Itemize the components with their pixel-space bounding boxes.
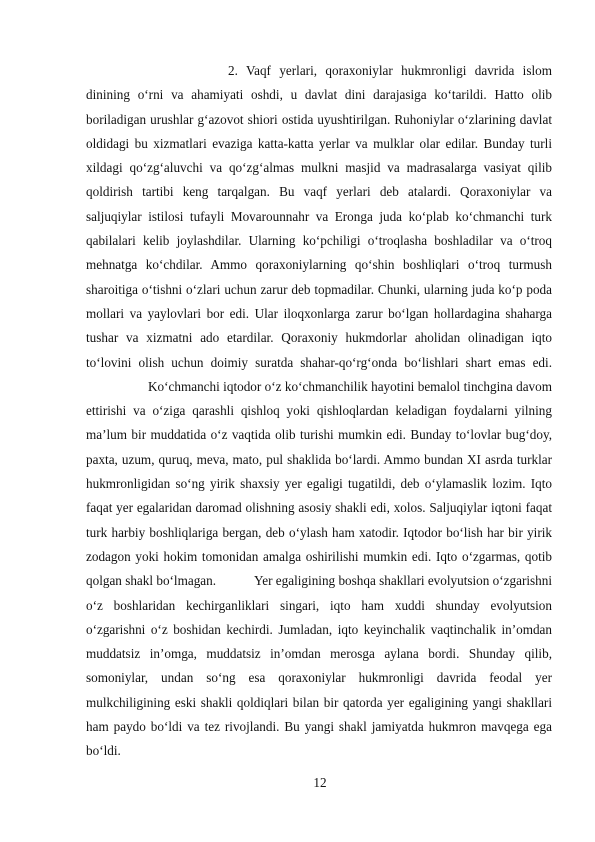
body-text (86, 59, 552, 764)
page-number: 12 (313, 775, 327, 790)
paragraph-text: Yer egaligining boshqa shakllari evolyutsion o‘zgarishni o‘z boshlaridan kechirganliklari singari, iqto ham xuddi shunday evolyutsion o‘zgarishni o‘z boshidan kechirdi. Jumladan, iqto keyinchalik vaqtinchalik in’omdan muddatsiz in’omga, muddatsiz in’omdan merosga aylana bordi. Shunday qilib, somoniylar, undan so‘ng esa qoraxoniylar hukmronligi davrida feodal yer mulkchiligining eski shakli qoldiqlari bilan bir qatorda yer egaligining yangi shakllari ham paydo bo‘ldi va tez rivojlandi. Bu yangi shakl jamiyatda hukmron mavqega ega bo‘ldi. (86, 573, 552, 759)
paragraph-text: Ko‘chmanchi iqtodor o‘z ko‘chmanchilik hayotini bemalol tinchgina davom ettirishi va o‘ziga qarashli qishloq yoki qishloqlardan keladigan foydalarni yilning ma’lum bir muddatida o‘z vaqtida olib turishi mumkin edi. Bunday to‘lovlar bug‘doy, paxta, uzum, quruq, meva, mato, pul shaklida bo‘lardi. Ammo bundan XI asrda turklar hukmronligidan so‘ng yirik shaxsiy yer egaligi tugatildi, deb o‘ylamaslik lozim. Iqto faqat yer egalaridan daromad olishning asosiy shakli edi, xolos. Saljuqiylar iqtoni faqat turk harbiy boshliqlariga bergan, deb o‘ylash ham xatodir. Iqtodor bo‘lish har bir yirik zodagon yoki hokim tomonidan amalga oshirilishi mumkin edi. Iqto o‘zgarmas, qotib qolgan shakl bo‘lmagan. (86, 378, 552, 589)
paragraph-text: 2. Vaqf yerlari, qoraxoniylar hukmronligi davrida islom dinining o‘rni va ahamiyati oshdi, u davlat dini darajasiga ko‘tarildi. Hatto olib boriladigan urushlar g‘azovot shiori ostida uyushtirilgan. Ruhoniylar o‘zlarining davlat oldidagi bu xizmatlari evaziga katta-katta yerlar va mulklar olar edilar. Bunday turli xildagi qo‘zg‘aluvchi va qo‘zg‘almas mulkni masjid va madrasalarga vasiyat qilib qoldirish tartibi keng tarqalgan. Bu vaqf yerlari deb atalardi. Qoraxoniylar va saljuqiylar istilosi tufayli Movarounnahr va Eronga juda ko‘plab ko‘chmanchi turk qabilalari kelib joylashdilar. Ularning ko‘pchiligi o‘troqlasha boshladilar va o‘troq mehnatga ko‘chdilar. Ammo qoraxoniylarning qo‘shin boshliqlari o‘troq turmush sharoitiga o‘tishni o‘zlari uchun zarur deb topmadilar. Chunki, ularning juda ko‘p poda mollari va yaylovlari bor edi. Ular iloqxonlarga zarur bo‘lgan hollardagina shaharga tushar va xizmatni ado etardilar. Qoraxoniy hukmdorlar aholidan olinadigan iqto to‘lovini olish uchun doimiy suratda shahar-qo‘rg‘onda bo‘lishlari shart emas edi. (86, 63, 552, 370)
paragraph-vaqf-lands (86, 59, 552, 764)
